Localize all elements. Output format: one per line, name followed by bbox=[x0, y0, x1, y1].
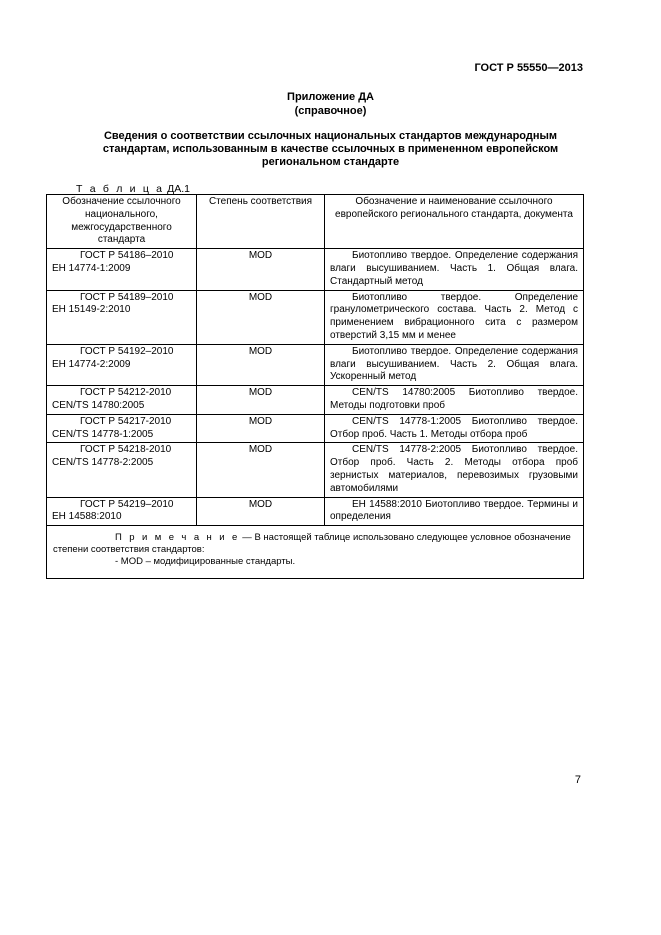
european-code: ЕН 14588:2010 bbox=[52, 511, 122, 523]
cell-degree: MOD bbox=[197, 386, 325, 415]
table-row bbox=[47, 344, 584, 385]
info-heading-line-2: стандартам, использованным в качестве ссылочных в примененном европейском bbox=[102, 143, 559, 155]
table-note bbox=[47, 526, 584, 579]
table-row bbox=[47, 386, 584, 415]
cell-national-standard bbox=[47, 497, 197, 526]
table-label-word: Т а б л и ц а bbox=[76, 183, 165, 195]
note-heading: П р и м е ч а н и е bbox=[115, 532, 240, 544]
cell-description: CEN/TS 14780:2005 Биотопливо твердое. Методы подготовки проб bbox=[325, 386, 584, 415]
national-code: ГОСТ Р 54189–2010 bbox=[80, 291, 174, 303]
cell-description: CEN/TS 14778-2:2005 Биотопливо твердое. Отбор проб. Часть 2. Методы отбора проб зернистых материалов, перевозимых грузовыми автомобилями bbox=[325, 443, 584, 497]
european-code: CEN/TS 14778-2:2005 bbox=[52, 457, 154, 469]
table-row bbox=[47, 497, 584, 526]
cell-degree: MOD bbox=[197, 290, 325, 344]
national-code: ГОСТ Р 54218-2010 bbox=[80, 444, 172, 456]
national-code: ГОСТ Р 54186–2010 bbox=[80, 250, 174, 262]
cell-description: Биотопливо твердое. Определение содержания влаги высушиванием. Часть 1. Общая влага. Стандартный метод bbox=[325, 249, 584, 290]
european-code: ЕН 15149-2:2010 bbox=[52, 304, 131, 316]
national-code: ГОСТ Р 54212-2010 bbox=[80, 387, 172, 399]
table-note-row bbox=[47, 526, 584, 579]
table-header-row bbox=[47, 195, 584, 249]
cell-national-standard bbox=[47, 290, 197, 344]
page-number: 7 bbox=[574, 774, 581, 786]
appendix-title-sub: (справочное) bbox=[294, 105, 367, 117]
header-national-standard: Обозначение ссылочного национального, межгосударственного стандарта bbox=[47, 195, 197, 249]
appendix-title bbox=[0, 90, 661, 118]
cell-national-standard bbox=[47, 344, 197, 385]
table-row bbox=[47, 443, 584, 497]
appendix-title-main: Приложение ДА bbox=[287, 91, 374, 103]
cell-description: CEN/TS 14778-1:2005 Биотопливо твердое. Отбор проб. Часть 1. Методы отбора проб bbox=[325, 414, 584, 443]
info-heading bbox=[78, 130, 583, 169]
info-heading-line-3: региональном стандарте bbox=[261, 156, 400, 168]
note-text: — В настоящей таблице использовано следующее условное обозначение степени соответствия стандартов: bbox=[53, 532, 571, 556]
european-code: ЕН 14774-2:2009 bbox=[52, 358, 131, 370]
cell-national-standard bbox=[47, 386, 197, 415]
page-header-standard-code: ГОСТ Р 55550—2013 bbox=[474, 62, 583, 74]
cell-national-standard bbox=[47, 443, 197, 497]
table-label-id: ДА.1 bbox=[164, 183, 191, 195]
table-row bbox=[47, 290, 584, 344]
cell-degree: MOD bbox=[197, 414, 325, 443]
european-code: ЕН 14774-1:2009 bbox=[52, 262, 131, 274]
cell-description: ЕН 14588:2010 Биотопливо твердое. Термины и определения bbox=[325, 497, 584, 526]
cell-national-standard bbox=[47, 414, 197, 443]
note-item: - MOD – модифицированные стандарты. bbox=[115, 556, 296, 568]
national-code: ГОСТ Р 54217-2010 bbox=[80, 415, 172, 427]
table-row bbox=[47, 414, 584, 443]
cell-degree: MOD bbox=[197, 344, 325, 385]
header-european-standard: Обозначение и наименование ссылочного европейского регионального стандарта, документа bbox=[325, 195, 584, 249]
cell-degree: MOD bbox=[197, 249, 325, 290]
header-degree: Степень соответствия bbox=[197, 195, 325, 249]
cell-national-standard bbox=[47, 249, 197, 290]
table-row bbox=[47, 249, 584, 290]
national-code: ГОСТ Р 54219–2010 bbox=[80, 498, 174, 510]
european-code: CEN/TS 14780:2005 bbox=[52, 399, 145, 411]
info-heading-line-1: Сведения о соответствии ссылочных национальных стандартов международным bbox=[103, 130, 558, 142]
cell-degree: MOD bbox=[197, 443, 325, 497]
cell-degree: MOD bbox=[197, 497, 325, 526]
european-code: CEN/TS 14778-1:2005 bbox=[52, 428, 154, 440]
reference-standards-table bbox=[46, 194, 584, 579]
national-code: ГОСТ Р 54192–2010 bbox=[80, 345, 174, 357]
cell-description: Биотопливо твердое. Определение содержания влаги высушиванием. Часть 2. Общая влага. Ускоренный метод bbox=[325, 344, 584, 385]
cell-description: Биотопливо твердое. Определение гранулометрического состава. Часть 2. Метод с применением вибрационного сита с размером отверстий 3,15 мм и менее bbox=[325, 290, 584, 344]
